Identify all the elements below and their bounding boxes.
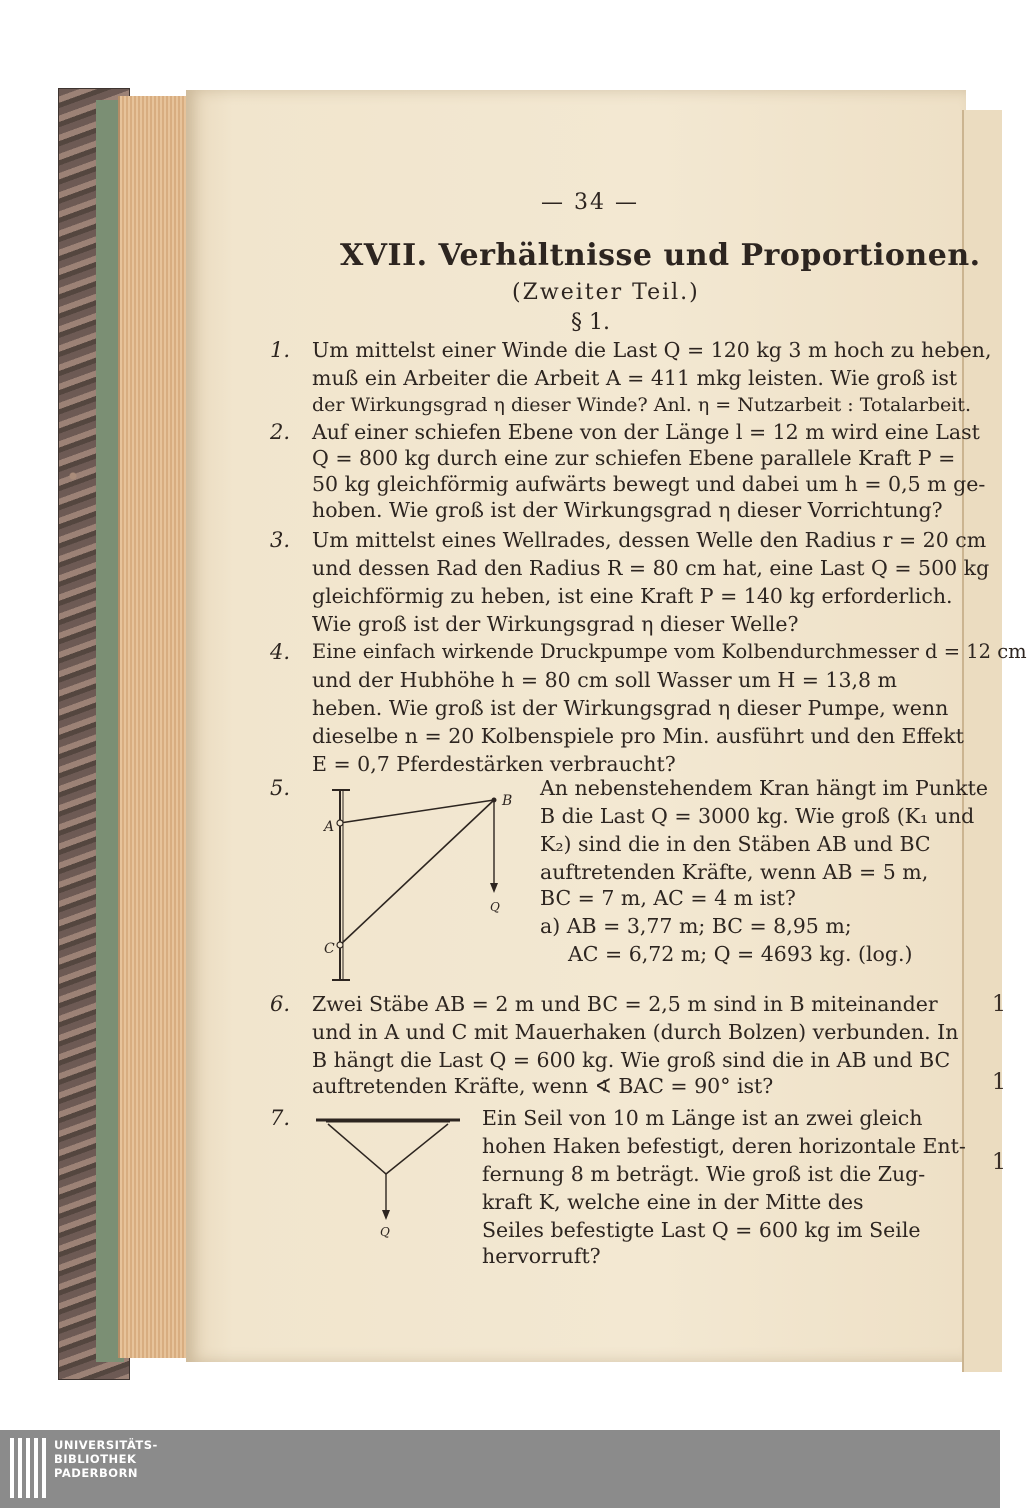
problem-number: 2. [270, 420, 291, 444]
problem-text-line: Zwei Stäbe AB = 2 m und BC = 2,5 m sind in B miteinander [312, 992, 938, 1016]
problem-number: 3. [270, 528, 291, 552]
chapter-subtitle: (Zweiter Teil.) [512, 280, 700, 305]
problem-text-line: a) AB = 3,77 m; BC = 8,95 m; [540, 914, 852, 938]
problem-text-line: und der Hubhöhe h = 80 cm soll Wasser um H = 13,8 m [312, 668, 898, 692]
next-page-fragment: 1 [992, 992, 1006, 1017]
problem-text-line: Wie groß ist der Wirkungsgrad η dieser Welle? [312, 612, 799, 636]
problem-text-line: E = 0,7 Pferdestärken verbraucht? [312, 752, 676, 776]
problem-text-line: Um mittelst eines Wellrades, dessen Welle den Radius r = 20 cm [312, 528, 987, 552]
figure-label-q: Q [490, 900, 500, 914]
problem-text-line: der Wirkungsgrad η dieser Winde? Anl. η = Nutzarbeit : Totalarbeit. [312, 394, 971, 416]
section-heading: § 1. [571, 310, 610, 335]
problem-text-line: muß ein Arbeiter die Arbeit A = 411 mkg leisten. Wie groß ist [312, 366, 958, 390]
crane-figure [318, 785, 528, 985]
problem-text-line: und in A und C mit Mauerhaken (durch Bolzen) verbunden. In [312, 1020, 959, 1044]
page-edges [118, 96, 192, 1358]
problem-text-line: B hängt die Last Q = 600 kg. Wie groß sind die in AB und BC [312, 1048, 951, 1072]
problem-text-line: Eine einfach wirkende Druckpumpe vom Kolbendurchmesser d = 12 cm [312, 640, 1027, 663]
problem-number: 1. [270, 338, 291, 362]
next-page-fragment: 1 [992, 1150, 1006, 1175]
page-number: — 34 — [541, 190, 639, 215]
problem-text-line: Ein Seil von 10 m Länge ist an zwei gleich [482, 1106, 923, 1130]
problem-text-line: AC = 6,72 m; Q = 4693 kg. (log.) [568, 942, 913, 966]
problem-text-line: hoben. Wie groß ist der Wirkungsgrad η dieser Vorrichtung? [312, 498, 943, 522]
problem-text-line: gleichförmig zu heben, ist eine Kraft P = 140 kg erforderlich. [312, 584, 953, 608]
problem-text-line: hervorruft? [482, 1244, 601, 1268]
problem-text-line: dieselbe n = 20 Kolbenspiele pro Min. ausführt und den Effekt [312, 724, 964, 748]
problem-text-line: Um mittelst einer Winde die Last Q = 120 kg 3 m hoch zu heben, [312, 338, 992, 362]
problem-text-line: K₂) sind die in den Stäben AB und BC [540, 832, 931, 856]
problem-text-line: auftretenden Kräfte, wenn ∢ BAC = 90° ist? [312, 1074, 774, 1098]
library-name-line: BIBLIOTHEK [54, 1452, 137, 1466]
problem-text-line: hohen Haken befestigt, deren horizontale Ent- [482, 1134, 966, 1158]
chapter-title: XVII. Verhältnisse und Proportionen. [340, 238, 981, 273]
problem-text-line: Auf einer schiefen Ebene von der Länge l = 12 m wird eine Last [312, 420, 980, 444]
problem-text-line: B die Last Q = 3000 kg. Wie groß (K₁ und [540, 804, 975, 828]
library-name-line: UNIVERSITÄTS- [54, 1438, 158, 1452]
next-page-fragment: 1 [992, 1070, 1006, 1095]
library-logo-icon [8, 1436, 48, 1502]
figure-label-c: C [324, 941, 335, 957]
problem-text-line: heben. Wie groß ist der Wirkungsgrad η dieser Pumpe, wenn [312, 696, 949, 720]
figure-label-b: B [502, 793, 513, 809]
problem-text-line: kraft K, welche eine in der Mitte des [482, 1190, 864, 1214]
problem-text-line: Q = 800 kg durch eine zur schiefen Ebene parallele Kraft P = [312, 446, 956, 470]
problem-number: 5. [270, 776, 291, 800]
problem-text-line: An nebenstehendem Kran hängt im Punkte [540, 776, 989, 800]
problem-number: 6. [270, 992, 291, 1016]
problem-text-line: Seiles befestigte Last Q = 600 kg im Seile [482, 1218, 921, 1242]
figure-label-a: A [324, 819, 335, 835]
problem-text-line: 50 kg gleichförmig aufwärts bewegt und dabei um h = 0,5 m ge- [312, 472, 986, 496]
rope-figure [308, 1112, 468, 1242]
problem-number: 7. [270, 1106, 291, 1130]
next-page-edge [962, 110, 1002, 1372]
library-name-line: PADERBORN [54, 1466, 139, 1480]
figure-label-q: Q [380, 1225, 390, 1239]
problem-text-line: auftretenden Kräfte, wenn AB = 5 m, [540, 860, 929, 884]
problem-text-line: BC = 7 m, AC = 4 m ist? [540, 886, 796, 910]
problem-text-line: fernung 8 m beträgt. Wie groß ist die Zug- [482, 1162, 926, 1186]
problem-text-line: und dessen Rad den Radius R = 80 cm hat, eine Last Q = 500 kg [312, 556, 990, 580]
problem-number: 4. [270, 640, 291, 664]
